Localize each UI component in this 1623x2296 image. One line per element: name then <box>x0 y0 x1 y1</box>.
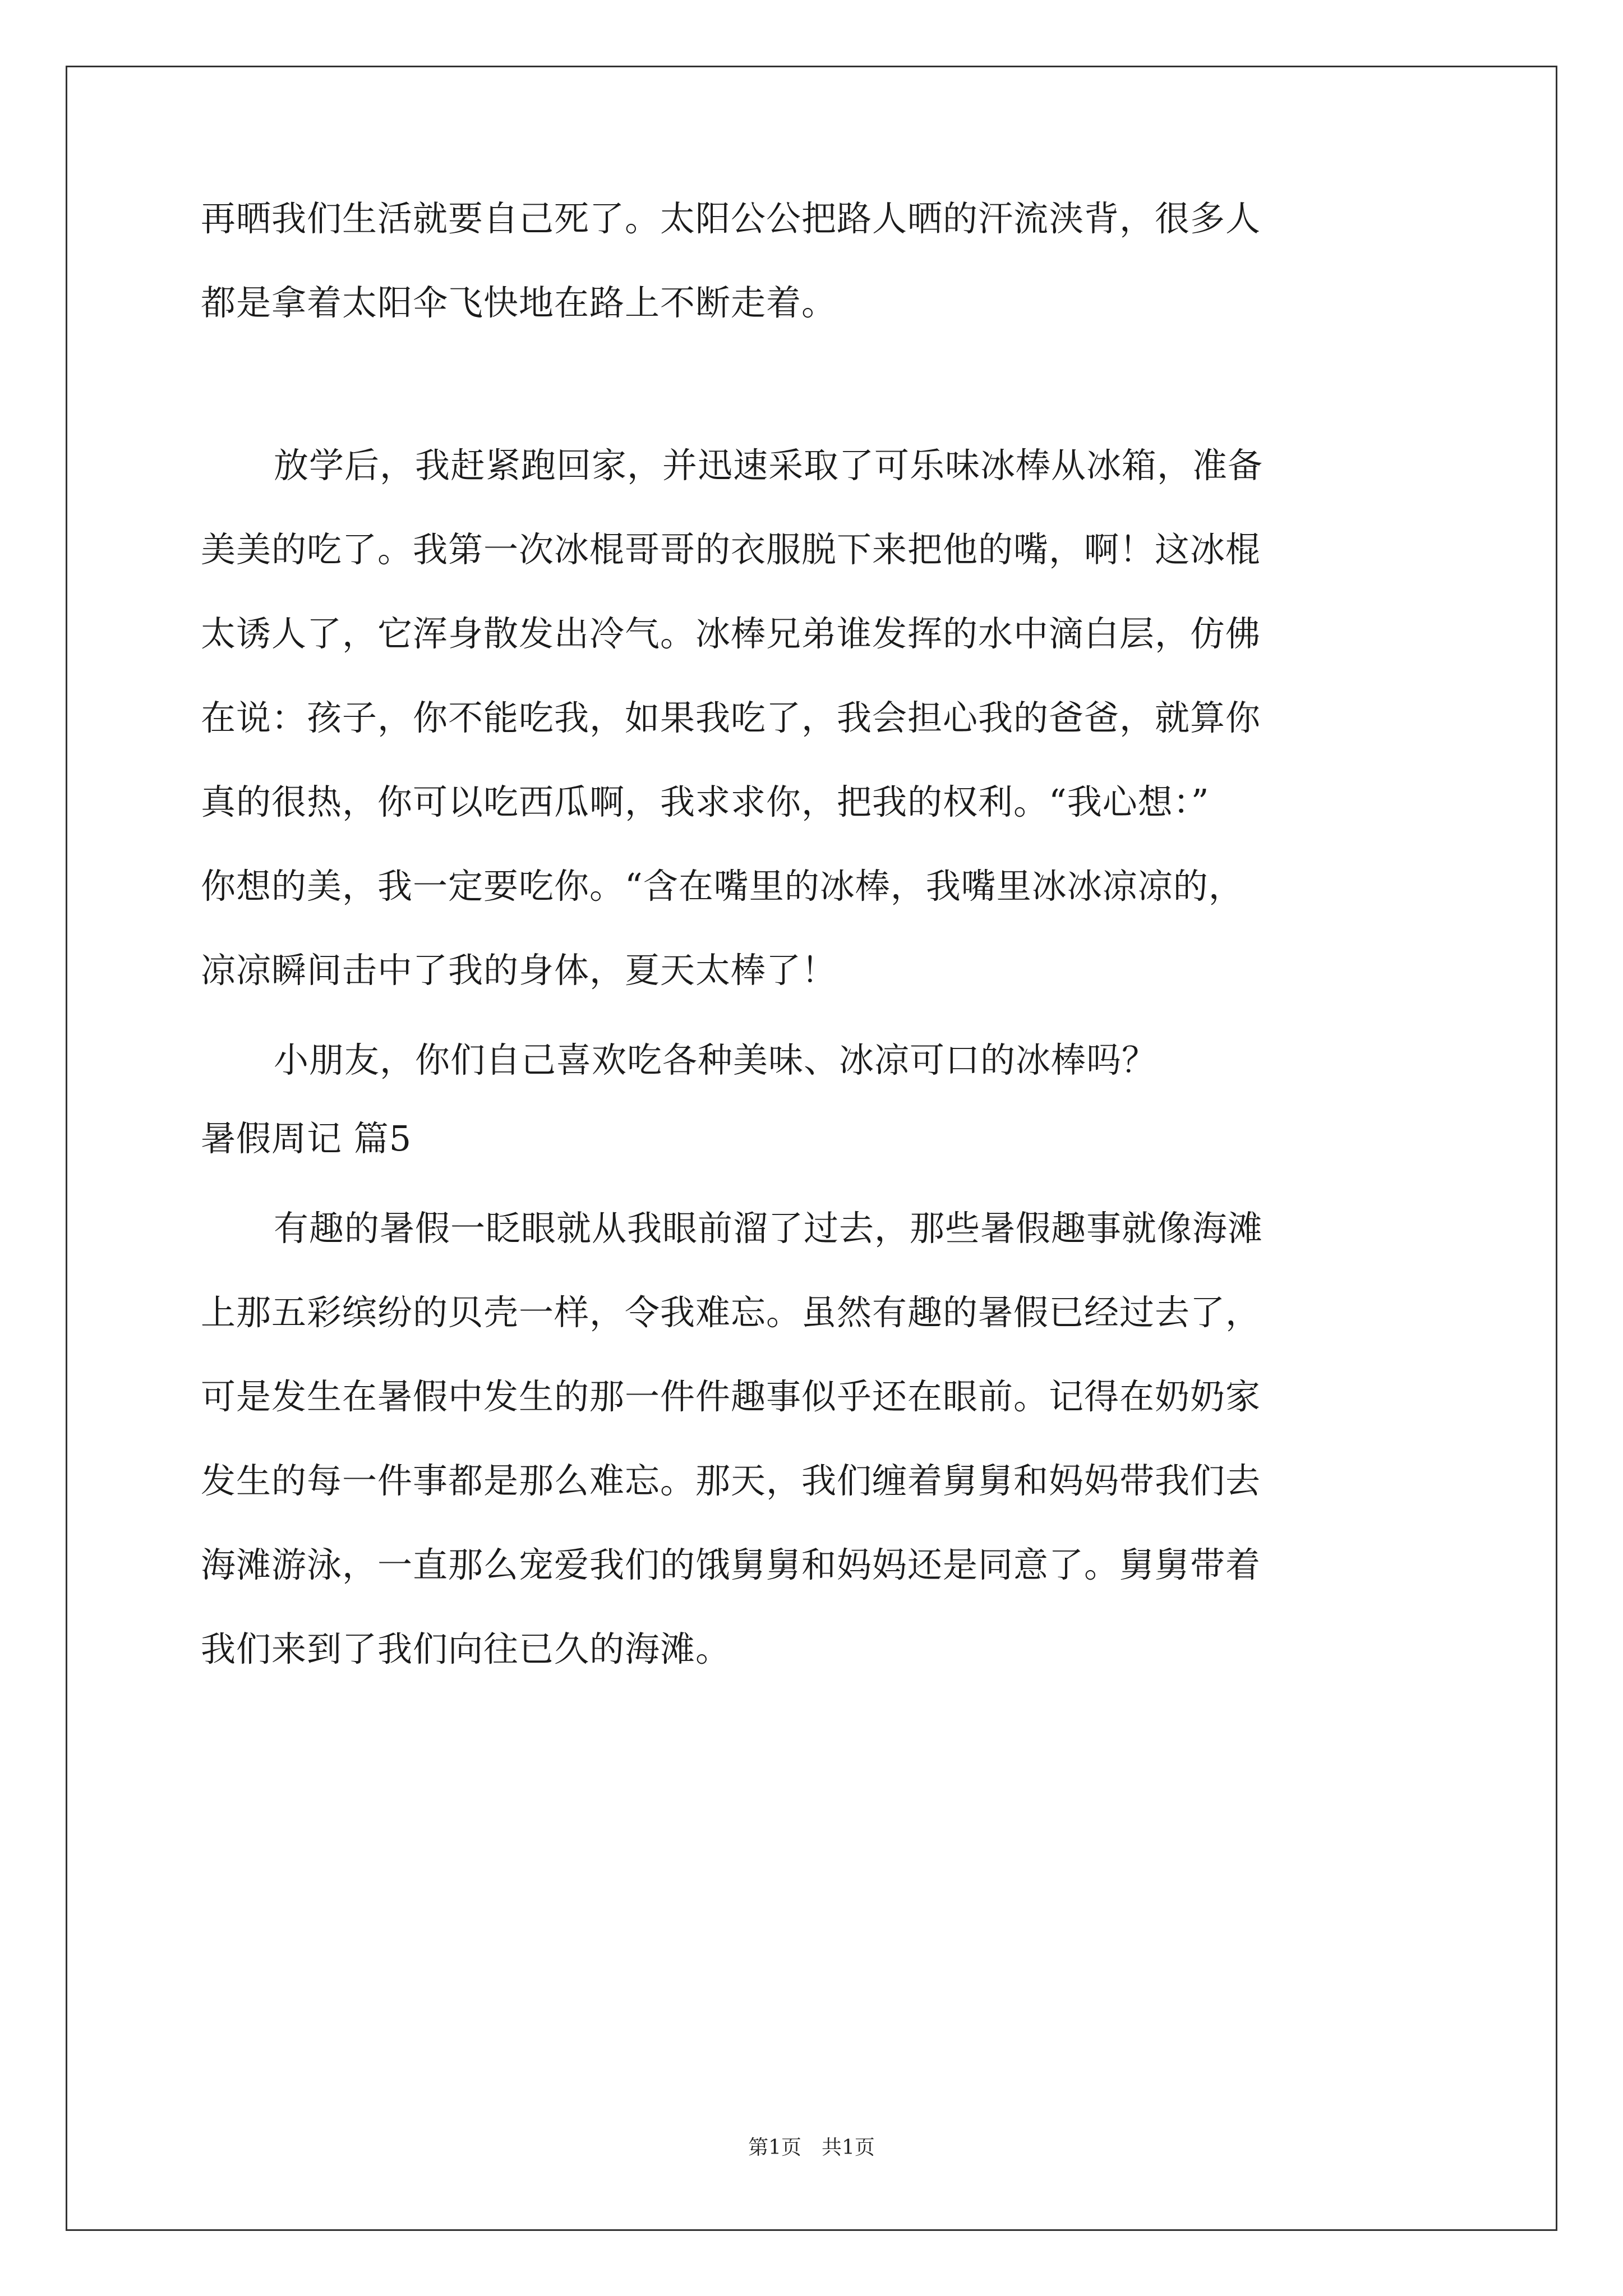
text-line: 都是拿着太阳伞飞快地在路上不断走着。 <box>201 282 837 323</box>
text-line: 再晒我们生活就要自己死了。太阳公公把路人晒的汗流浃背，很多人 <box>201 198 1261 239</box>
text-line: 我们来到了我们向往已久的海滩。 <box>201 1628 731 1669</box>
section-heading: 暑假周记 篇5 <box>201 1118 412 1159</box>
text-line: 凉凉瞬间击中了我的身体，夏天太棒了！ <box>201 950 837 991</box>
text-line: 真的很热，你可以吃西瓜啊，我求求你，把我的权利。“我心想：” <box>201 781 1210 822</box>
paragraph-start-line: 有趣的暑假一眨眼就从我眼前溜了过去，那些暑假趣事就像海滩 <box>274 1208 1264 1249</box>
text-line: 上那五彩缤纷的贝壳一样，令我难忘。虽然有趣的暑假已经过去了， <box>201 1292 1261 1333</box>
text-line: 你想的美，我一定要吃你。“含在嘴里的冰棒，我嘴里冰冰凉凉的， <box>201 866 1244 907</box>
paragraph-start-line: 放学后，我赶紧跑回家，并迅速采取了可乐味冰棒从冰箱，准备 <box>274 445 1264 486</box>
text-line: 太诱人了，它浑身散发出冷气。冰棒兄弟谁发挥的水中滴白层，仿佛 <box>201 613 1261 654</box>
text-line: 美美的吃了。我第一次冰棍哥哥的衣服脱下来把他的嘴，啊！这冰棍 <box>201 529 1261 570</box>
page-footer: 第1页 共1页 <box>748 2136 875 2159</box>
text-line: 在说：孩子，你不能吃我，如果我吃了，我会担心我的爸爸，就算你 <box>201 697 1261 738</box>
paragraph-start-line: 小朋友，你们自己喜欢吃各种美味、冰凉可口的冰棒吗？ <box>274 1039 1158 1080</box>
text-line: 可是发生在暑假中发生的那一件件趣事似乎还在眼前。记得在奶奶家 <box>201 1376 1261 1417</box>
text-line: 发生的每一件事都是那么难忘。那天，我们缠着舅舅和妈妈带我们去 <box>201 1460 1261 1501</box>
text-line: 海滩游泳，一直那么宠爱我们的饿舅舅和妈妈还是同意了。舅舅带着 <box>201 1544 1261 1585</box>
